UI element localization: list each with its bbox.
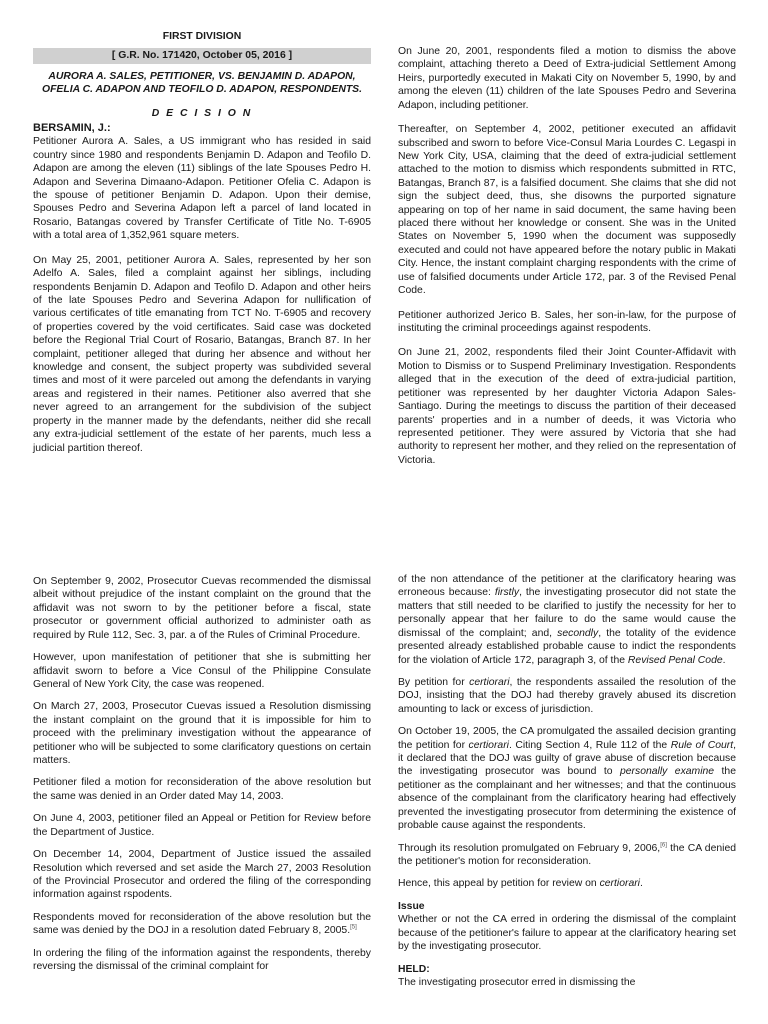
bottom-left-column [33, 575, 371, 983]
paragraph: On May 25, 2001, petitioner Aurora A. Sales, represented by her son Adelfo A. Sales, filed a complaint against her siblings, including respondents Benjamin D. Adapon and Teofilo D. Adapon and other heirs of the late Spouses Pedro and Severina Adapon for nullification of various certificates of title emanating from TCT No. T-6905 and recovery of properties covered by the void certificates. Said case was docketed before the Regional Trial Court of Rosario, Batangas, Branch 87. In her complaint, petitioner alleged that during her absence and without her knowledge and consent, the subject property was subdivided several times and most of it were parceled out among the defendants in varying areas and registered in their names. Petitioner also averred that she never agreed to an arrangement for the subdivision of the subject property in the manner made by the defendants, neither did she recall any extra-judicial settlement of the estate of her parents, much less a judicial partition thereof. [33, 254, 371, 454]
bottom-right-column [398, 573, 736, 998]
paragraph [398, 725, 736, 832]
text-run: . Citing Section 4, Rule 112 of the [508, 739, 671, 751]
paragraph: The investigating prosecutor erred in dismissing the [398, 976, 636, 988]
text-run: By petition for [398, 676, 470, 688]
paragraph: On June 4, 2003, petitioner filed an Appeal or Petition for Review before the Department of Justice. [33, 813, 371, 838]
paragraph: On September 9, 2002, Prosecutor Cuevas recommended the dismissal albeit without prejudice of the instant complaint on the ground that the affidavit was not sworn to by the petitioner before a fiscal, state prosecutor or government official authorized to administer oath as required by Rule 112, Sec. 3, par. a of the Rules of Criminal Procedure. [33, 576, 371, 641]
paragraph: On March 27, 2003, Prosecutor Cuevas issued a Resolution dismissing the instant complaint on the ground that it is impossible for him to proceed with the preliminary investigation without the appearance of petitioner who will be subjected to some clarificatory questions on certain matters. [33, 701, 371, 767]
ponente: BERSAMIN, J.: [33, 122, 111, 135]
italic-run: Rule of Court [670, 739, 734, 751]
text-run: Hence, this appeal by petition for review on [398, 878, 600, 890]
bottom-page [0, 565, 768, 1024]
paragraph [398, 842, 736, 869]
italic-run: certiorari [599, 878, 640, 890]
paragraph [398, 573, 736, 667]
paragraph: On June 21, 2002, respondents filed their Joint Counter-Affidavit with Motion to Dismiss or to Suspend Preliminary Investigation. Respondents alleged that in the execution of the deed of extra-judicial partition, petitioner was represented by her daughter Victoria Adapon Sales-Santiago. During the meetings to discuss the partition of their deceased parents' properties and in a number of deeds, it was Victoria who represented petitioner. They were assured by Victoria that she had authority to represent her mother, and they relied on the representation of Victoria. [398, 347, 736, 466]
italic-run: firstly [494, 587, 520, 599]
paragraph [398, 676, 736, 716]
decision-title: D E C I S I O N [151, 107, 253, 119]
held-heading: HELD: [398, 963, 430, 975]
text-run: On October 19, 2005, the CA promulgated the assailed decision granting the petition for [398, 726, 736, 751]
text-run: , the totality of the evidence presented already established probable cause to indict the respondents for the violation of Article 172, paragraph 3, of the [398, 627, 736, 666]
top-right-column [398, 45, 736, 478]
italic-run: personally examine [620, 766, 715, 778]
italic-run: certiorari [468, 739, 509, 751]
text-run: , the investigating prosecutor did not state the matters that still needed to be clarified to justify the necessity for her to personally appear that her failure to do the same would cause the dismissal of the complaint; and, [398, 587, 736, 639]
paragraph: Whether or not the CA erred in ordering the dismissal of the complaint because of the petitioner's failure to appear at the clarificatory hearing set by the investigating prosecutor. [398, 914, 736, 953]
paragraph: Petitioner authorized Jerico B. Sales, her son-in-law, for the purpose of instituting the criminal proceedings against respodents. [398, 309, 736, 335]
paragraph-text: Respondents moved for reconsideration of the above resolution but the same was denied by the DOJ in a resolution dated February 8, 2005. [33, 911, 371, 937]
italic-run: secondly [557, 627, 599, 639]
paragraph [398, 877, 736, 890]
footnote-ref[interactable]: [5] [350, 924, 357, 931]
text-run: the CA denied the petitioner's motion for reconsideration. [398, 842, 736, 868]
paragraph: Petitioner Aurora A. Sales, a US immigrant who has resided in said country since 1980 and respondents Benjamin D. Adapon and Teofilo D. Adapon are among the eleven (11) siblings of the late Spouses Pedro H. Adapon and Severina Dimaano-Adapon. Petitioner Ofelia C. Adapon is the spouse of petitioner Benjamin D. Adapon. Upon their demise, Spouses Pedro and Severina Adapon left a parcel of land located in Rosario, Batangas covered by Transfer Certificate of Title No. T-6905 with a total area of 1,352,961 square meters. [33, 136, 371, 242]
paragraph: On June 20, 2001, respondents filed a motion to dismiss the above complaint, attaching thereto a Deed of Extra-judicial Settlement Among Heirs, purportedly executed in Makati City on November 5, 1990, by and among the eleven (11) children of the late Spouses Pedro and Severina Adapon, including petitioner. [398, 46, 736, 111]
gr-number-bar: [ G.R. No. 171420, October 05, 2016 ] [33, 48, 371, 63]
text-run: of the non attendance of the petitioner at the clarificatory hearing was erroneous because: [398, 574, 736, 599]
paragraph: In ordering the filing of the information against the respondents, thereby reversing the dismissal of the criminal complaint for [33, 947, 371, 973]
italic-run: certiorari [469, 676, 510, 688]
text-run: the petitioner as the complainant and her witnesses; and that the continuous absence of the complainant from the clarificatory hearing had effectively prevented the investigating prosecutor from determining the existence of probable cause against the respondents. [398, 766, 736, 832]
issue-heading: Issue [398, 900, 425, 912]
division-heading: FIRST DIVISION [162, 31, 242, 42]
paragraph: On December 14, 2004, Department of Justice issued the assailed Resolution which reversed and set aside the March 27, 2003 Resolution of the Provincial Prosecutor and ordered the filing of the corresponding information against rspodents. [33, 849, 371, 901]
paragraph [33, 911, 371, 938]
top-left-column [33, 30, 371, 466]
italic-run: Revised Penal Code [627, 654, 723, 666]
text-run: Through its resolution promulgated on February 9, 2006, [398, 842, 661, 854]
paragraph: Petitioner filed a motion for reconsideration of the above resolution but the same was denied in an Order dated May 14, 2003. [33, 777, 371, 802]
text-run: , it declared that the DOJ was guilty of grave abuse of discretion because the investigating prosecutor was bound to [398, 739, 736, 778]
paragraph: Thereafter, on September 4, 2002, petitioner executed an affidavit subscribed and sworn to before Vice-Consul Maria Lourdes C. Legaspi in New York City, USA, claiming that the deed of extra-judicial settlement attached to the motion to dismiss which respondents submitted in RTC, Batangas, Branch 87, is a falsified document. She claims that she did not sign the subject deed, thus, she disowns the purported signature appearing on top of her name in said document, the same having been placed there without her knowledge or consent. She was in the United States on November 5, 1990 when the document was supposedly executed and could not have appeared before the notary public in Makati City. Hence, the instant complaint charging respondents with the crime of use of falsified documents under Article 172, par. 3 of the Revised Penal Code. [398, 124, 736, 297]
text-run: . [722, 654, 726, 666]
text-run: , the respondents assailed the resolution of the DOJ, insisting that the DOJ had thereby gravely abused its discretion amounting to lack or excess of jurisdiction. [398, 676, 736, 715]
footnote-ref[interactable]: [6] [660, 842, 667, 849]
case-parties: AURORA A. SALES, PETITIONER, VS. BENJAMIN D. ADAPON, OFELIA C. ADAPON AND TEOFILO D. ADAPON, RESPONDENTS. [41, 70, 362, 96]
text-run: . [640, 878, 643, 890]
paragraph: However, upon manifestation of petitioner that she is submitting her affidavit sworn to before a Vice Consul of the Philippine Consulate General of New York City, the case was reopened. [33, 652, 371, 690]
